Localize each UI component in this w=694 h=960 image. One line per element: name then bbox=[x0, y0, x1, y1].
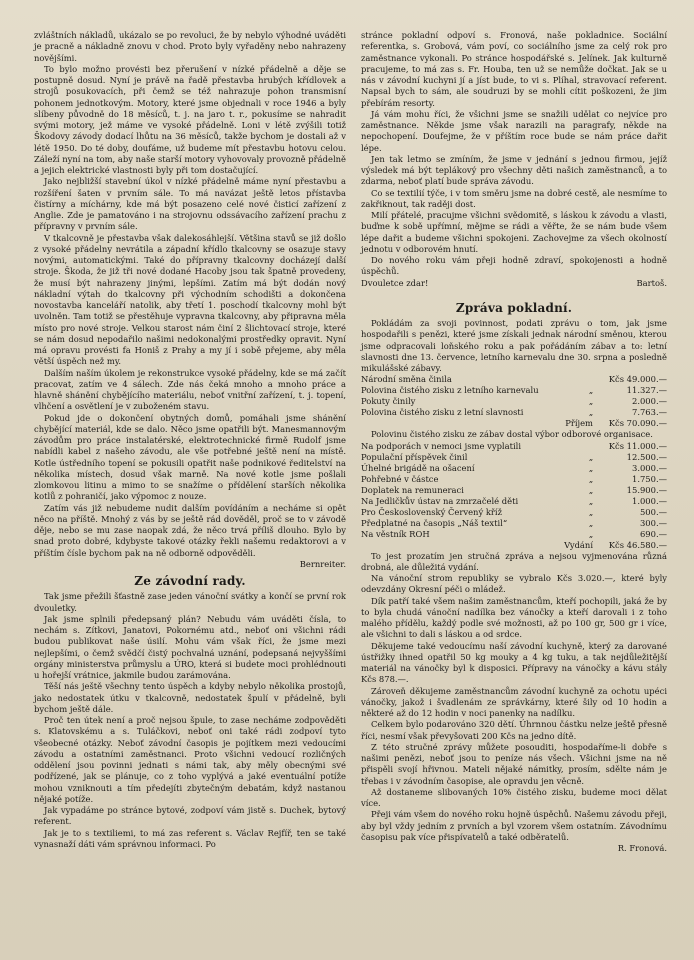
right-column bbox=[361, 30, 667, 854]
signature: R. Fronová. bbox=[617, 843, 667, 853]
table-row bbox=[361, 374, 667, 385]
row-label: Pohřebné v částce bbox=[361, 473, 439, 484]
table-row bbox=[361, 463, 667, 474]
paragraph: Jak jsme splnili předepsaný plán? Nebudu vám uváděti čísla, to nechám s. Zítkovi, Janatovi, Pokornému atd., neboť oni všichni rádi budou publikovat naše úsilí. Mohu vám však říci, že jsme mezi nejlepšími, o čemž svědčí čistý pochvalná uznání, podepsaná nejvyššími orgány ministerstva průmyslu a ÚRO, která si budete moci prohlédnouti u hořejší vrátnice, jakmile budou zarámována. bbox=[34, 613, 346, 680]
paragraph: Dík patří také všem našim zaměstnancům, kteří pochopili, jaká že by to byla chudá vánoční nadílka bez vánočky a kteří darovali i z toho malého přídělu, každý podle své možnosti, až po 100 gr, 500 gr i více, ale všichni to dali s láskou a od srdce. bbox=[361, 595, 667, 640]
paragraph: stránce pokladní odpoví s. Fronová, naše pokladnice. Sociální referentka, s. Grobová, vám poví, co sociálního jsme za celý rok pro zaměstnance vykonali. Po stránce hospodářské s. Jelínek. Jak kulturně pracujeme, to má zas s. Fr. Houba, ten už se nemůže dočkat. Jak se u nás v závodní kuchyni jí a jíst bude, to vi s. Plíhal, stravovací referent. Napsal bych to sám, ale soudruzi by se mohli cítit poškozeni, že jim přebírám resorty. bbox=[361, 30, 667, 108]
row-label: Na Jedličkův ústav na zmrzačelé děti bbox=[361, 495, 519, 506]
row-label: Polovina čistého zisku z letní slavnosti bbox=[361, 407, 524, 418]
table-row bbox=[361, 407, 667, 418]
row-label: Národní směna činila bbox=[361, 374, 452, 385]
ditto-mark: „ bbox=[588, 385, 594, 396]
paragraph: Polovinu čistého zisku ze zábav dostal výbor odborové organisace. bbox=[371, 429, 653, 440]
signature-row bbox=[361, 278, 667, 289]
row-amount: 11.327.— bbox=[626, 385, 667, 396]
ditto-mark: „ bbox=[588, 396, 594, 407]
section-heading: Zpráva pokladní. bbox=[455, 300, 573, 315]
paragraph: Jen tak letmo se zmíním, že jsme v jednání s jednou firmou, jejíž výsledek má být teplákový pro všechny děti našich zaměstnanců, a to zdarma, neboť platí bude správa závodu. bbox=[361, 153, 667, 187]
paragraph: Děkujeme také vedoucímu naší závodní kuchyně, který za darované ústřižky ihned opatřil 50 kg mouky a 4 kg tuku, a tak nejdůležitější materiál na vánočky byl k disposici. Přípravy na vánočky a kávu stály Kčs 878.—. bbox=[361, 640, 667, 685]
ditto-mark: „ bbox=[588, 462, 594, 473]
table-row bbox=[361, 496, 667, 507]
row-amount: 7.763.— bbox=[631, 407, 667, 418]
table-row bbox=[361, 385, 667, 396]
table-row bbox=[361, 507, 667, 518]
paragraph: Proč ten útek není a proč nejsou špule, to zase necháme zodpověděti s. Klatovskému a s. Tuláčkovi, neboť oni také rádi zodpoví tyto všeobecné otázky. Neboť závodní časopis je pojítkem mezi vedoucími závodu a ostatními zaměstnanci. Proto všichni vedoucí rozličných oddělení jsou povinni jednati s námi tak, aby měly obecnými své podřízené, jak se plánuje, co z toho vyplývá a jaké eventuální potíže mohou vzniknouti a tím předejíti zbytečným debatám, když nastanou nějaké potíže. bbox=[34, 715, 346, 804]
paragraph: Z této stručné zprávy můžete posouditi, hospodaříme-li dobře s našimi penězi, neboť jsou to peníze nás všech. Všichni jsme na ně přispěli svojí hřivnou. Mateli nějaké námitky, prosím, sdělte nám je třebas i v závodním časopise, ale opravdu jen věcně. bbox=[361, 741, 667, 786]
row-label: Pro Československý Červený kříž bbox=[361, 506, 503, 517]
signature: Bernreiter. bbox=[299, 558, 346, 569]
paragraph: Zatím vás již nebudeme nudit dalším povídáním a necháme si opět něco na příště. Mnohý z vás by se ještě rád dověděl, proč se to v závodě děje, nebo se mu zase naopak zdá, že něco trvá příliš dlouho. Bylo by snad proto dobré, kdybyste takové otázky řekli našemu redaktorovi a v příštím čísle bychom pak na ně odborně odpověděli. bbox=[34, 502, 346, 558]
row-amount: 15.900.— bbox=[626, 484, 667, 495]
table-row bbox=[361, 396, 667, 407]
signature: Bartoš. bbox=[636, 277, 667, 288]
total-row bbox=[361, 540, 667, 551]
ditto-mark bbox=[585, 441, 597, 452]
paragraph: Co se textilií týče, i v tom směru jsme na dobré cestě, ale nesmíme to zakřiknout, tak raději dost. bbox=[361, 187, 667, 209]
paragraph: Na vánoční strom republiky se vybralo Kčs 3.020.—, které byly odevzdány Okresní péči o mládež. bbox=[361, 573, 667, 595]
ditto-mark: „ bbox=[588, 528, 594, 539]
ditto-mark bbox=[585, 374, 597, 385]
row-amount: 1.750.— bbox=[631, 473, 667, 484]
paragraph: Tak jsme přežili šťastně zase jeden vánoční svátky a končí se první rok dvouletky. bbox=[34, 591, 346, 613]
paragraph: Pokládám za svoji povinnost, podati zprávu o tom, jak jsme hospodařili s penězi, které jsme získali jednak národní směnou, kterou jsme odpracovali loňského roku a pak pořádáním zábav a to: letní slavnosti dne 13. července, letního karnevalu dne 30. srpna a posledně mikulášské zábavy. bbox=[361, 318, 667, 373]
table-row bbox=[361, 474, 667, 485]
ditto-mark: „ bbox=[588, 495, 594, 506]
paragraph: Jak vypadáme po stránce bytové, zodpoví vám jistě s. Duchek, bytový referent. bbox=[34, 805, 346, 827]
section-heading: Ze závodní rady. bbox=[134, 574, 246, 588]
slogan: Dvouletce zdar! bbox=[361, 277, 429, 288]
total-amount: Kčs 46.580.— bbox=[608, 539, 667, 550]
row-label: Úhelné brigádě na ošacení bbox=[361, 462, 475, 473]
table-row bbox=[361, 485, 667, 496]
paragraph: Celkem bylo podarováno 320 dětí. Úhrnnou částku nelze ještě přesně říci, nesmí však převyšovati 200 Kčs na jedno dítě. bbox=[361, 719, 667, 741]
row-label: Na podporách v nemoci jsme vyplatili bbox=[361, 440, 522, 451]
paragraph: Do nového roku vám přeji hodně zdraví, spokojenosti a hodně úspěchů. bbox=[361, 255, 667, 277]
row-amount: 12.500.— bbox=[626, 451, 667, 462]
row-amount: Kčs 11.000.— bbox=[608, 440, 667, 451]
paragraph: Milí přátelé, pracujme všichni svědomitě, s láskou k závodu a vlasti, buďme k sobě upřímní, mějme se rádi a věřte, že se nám bude všem lépe dařit a budeme všichni spokojeni. Zachovejme za všech okolností jednotu v odborovém hnutí. bbox=[361, 210, 667, 254]
paragraph: Jak je to s textiliemi, to má zas referent s. Václav Rejfíř, ten se také vynasnaží dáti vám správnou informaci. Po bbox=[34, 827, 346, 849]
row-amount: 1.000.— bbox=[631, 495, 667, 506]
paragraph: Zároveň děkujeme zaměstnancům závodní kuchyně za ochotu upéci vánočky, jakož i švadlenám ze správkárny, které šily od 10 hodin a některé až do 12 hodin v noci panenky na nadílku. bbox=[361, 685, 667, 718]
total-label: Příjem bbox=[565, 418, 593, 429]
paragraph: Přeji vám všem do nového roku hojně úspěchů. Našemu závodu přeji, aby byl vždy jedním z prvních a byl vzorem všem ostatním. Závodnímu časopisu pak více přispívatelů a také odběratelů. bbox=[361, 809, 667, 842]
paragraph: V tkalcovně je přestavba však dalekosáhlejší. Většina stavů se již došlo z vysoké přádelny nevrátila a západní křídlo tkalcovny se osazuje stavy novými, automatickými. Také do přípravny tkalcovny docházejí další stroje. Škoda, že již tři nové dodané Hacoby jsou tak špatně provedeny, že musí být nahrazeny jinými, lepšími. Zatím má být dodán nový nákladní výtah do tkalcovny při východním schodišti a dokončena novostavba kanceláří natolik, aby třetí 1. poschodí tkalcovny mohl být uvolněn. Tam totiž se přestěhuje vypravna tkalcovny, aby připravna měla místo pro nové stroje. Velkou starost nám činí 2 šlichtovací stroje, které se nám dosud nepodařilo našimi nedokonalými prostředky opravit. Nyní má opravu provésti fa Honiš z Prahy a my jí i sobě přejeme, aby měla větší úspěch než my. bbox=[34, 232, 346, 367]
row-label: Na věstník ROH bbox=[361, 528, 430, 539]
row-amount: Kčs 49.000.— bbox=[608, 374, 667, 385]
ditto-mark: „ bbox=[588, 506, 594, 517]
paragraph: Jako nejbližší stavební úkol v nízké přádelně máme nyní přestavbu a rozšíření šaten v prvním sále. To má navázat ještě letos přístavba čistírny a míchárny, kde má být posazeno celé nové čisticí zařízení z Anglie. Zde je pamatováno i na strojovnu odssávacího zařízení prachu z přípravny v prvním sále. bbox=[34, 176, 346, 232]
ditto-mark: „ bbox=[588, 473, 594, 484]
row-label: Předplatné na časopis „Náš textil“ bbox=[361, 517, 508, 528]
row-amount: 500.— bbox=[639, 506, 667, 517]
table-row bbox=[361, 529, 667, 540]
ditto-mark: „ bbox=[588, 484, 594, 495]
row-amount: 3.000.— bbox=[631, 462, 667, 473]
paragraph: Já vám mohu říci, že všichni jsme se snažili udělat co nejvíce pro zaměstnance. Někde jsme však narazili na paragrafy, někde na nepochopení. Doufejme, že v příštím roce bude se nám práce dařit lépe. bbox=[361, 108, 667, 153]
paragraph: zvláštních nákladů, ukázalo se po revoluci, že by nebylo výhodné uváděti je pracně a nákladně znovu v chod. Proto byly vyřaděny nebo nahrazeny novějšími. bbox=[34, 30, 346, 63]
ditto-mark: „ bbox=[588, 517, 594, 528]
row-label: Pokuty činily bbox=[361, 396, 416, 407]
total-row bbox=[361, 418, 667, 429]
expense-table bbox=[361, 441, 667, 551]
paragraph: Těší nás ještě všechny tento úspěch a kdyby nebylo několika prostojů, jako nedostatek útku v tkalcovně, nedostatek špulí v přádelně, byli bychom ještě dále. bbox=[34, 681, 346, 714]
paragraph: To jest prozatím jen stručná zpráva a nejsou vyjmenována různá drobná, ale důležitá vydání. bbox=[361, 550, 667, 572]
total-label: Vydání bbox=[564, 539, 593, 550]
income-table bbox=[361, 374, 667, 429]
paragraph: Až dostaneme slibovaných 10% čistého zisku, budeme moci dělat více. bbox=[361, 786, 667, 808]
ditto-mark: „ bbox=[588, 407, 594, 418]
paragraph: To bylo možno provésti bez přerušení v nízké přádelně a děje se postupně dosud. Nyní je právě na řadě přestavba hrubých křídlovek a strojů posukovacích, při čemž se též nahrazuje pohon transmisní pohonem jednotkovým. Motory, které jsme objednali v roce 1946 a byly slíbeny původně do 18 měsíců, t. j. na jaro t. r., pokusíme se nahradit svými motory, jež máme ve vysoké přádelně. Loni v létě zvýšili totiž Škodovy závody dodací lhůtu na 36 měsíců, takže bychom je dostali až v létě 1950. Do té doby, doufáme, už budeme mít přestavbu hotovu celou. Záleží nyní na tom, aby naše starší motory vyhovovaly provozně přádelně a jejich elektrické vlastnosti byly při tom dostačující. bbox=[34, 63, 346, 175]
row-label: Populační příspěvek činil bbox=[361, 451, 468, 462]
row-label: Doplatek na remuneraci bbox=[361, 484, 464, 495]
paragraph: Dalším naším úkolem je rekonstrukce vysoké přádelny, kde se má začít pracovat, zatím ve 4 sálech. Zde nás čeká mnoho a mnoho práce a hlavně shánění chybějícího materiálu, neboť vnitřní zařízení, t. j. topení, vlhčení a osvětlení je v zuboženém stavu. bbox=[34, 367, 346, 412]
table-row bbox=[361, 441, 667, 452]
paragraph: Pokud jde o dokončení obytných domů, pomáhali jsme shánění chybějící materiál, kde se dalo. Něco jsme opatřili být. Manesmannovým závodům pro práce instalatérské, elektrotechnické firmě Rudolf jsme nabídli kabel z našeho závodu, ale vše potřebné ještě není na místě. Kotle ústředního topení se pokusili opatřit naše podnikové ředitelství na několika místech, dosud však marně. Na nové kotle jsme pošlali zlomkovou litinu a mimo to se snažíme o přídělení starších několika kotlů z pohraničí, jako výpomoc z nouze. bbox=[34, 412, 346, 502]
row-amount: 690.— bbox=[639, 528, 667, 539]
row-label: Polovina čistého zisku z letního karnevalu bbox=[361, 385, 539, 396]
table-row bbox=[361, 518, 667, 529]
ditto-mark: „ bbox=[588, 451, 594, 462]
left-column bbox=[34, 30, 346, 850]
row-amount: 300.— bbox=[639, 517, 667, 528]
row-amount: 2.000.— bbox=[631, 396, 667, 407]
table-row bbox=[361, 452, 667, 463]
total-amount: Kčs 70.090.— bbox=[608, 418, 667, 429]
